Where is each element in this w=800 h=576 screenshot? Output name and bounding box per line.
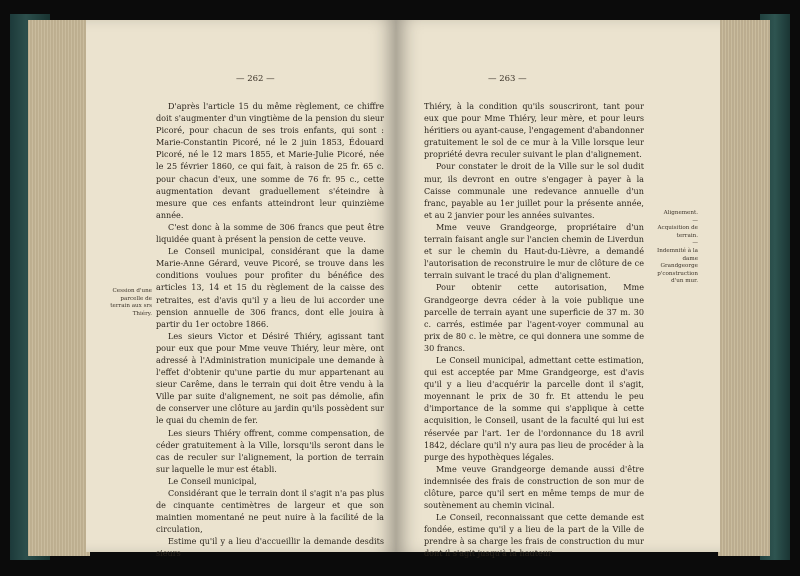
- paragraph: Les sieurs Victor et Désiré Thiéry, agissant tant pour eux que pour Mme veuve Thiéry, leur mère, ont adressé à l'Administration municipale une demande à l'effet d'obtenir qu'une partie du mur appartenant au sieur Carême, dans le terrain qui doit être vendu à la Ville par suite d'alignement, ne soit pas démolie, afin de conserver une clôture au jardin qu'ils possèdent sur le quai du chemin de fer.: [156, 330, 384, 426]
- paragraph: Les sieurs Thiéry offrent, comme compensation, de céder gratuitement à la Ville, lorsqu'ils seront dans le cas de reculer sur l'alignement, la portion de terrain sur laquelle le mur est établi.: [156, 427, 384, 474]
- paragraph: Le Conseil municipal, considérant que la dame Marie-Anne Gérard, veuve Picoré, se trouve dans les conditions voulues pour profiter du bénéfice des articles 13, 14 et 15 du règlement de la caisse des retraites, est d'avis qu'il y a lieu de lui accorder une pension annuelle de 306 francs, dont elle jouira à partir du 1er octobre 1866.: [156, 246, 384, 329]
- margin-note-dash: —: [692, 240, 698, 247]
- paragraph: Le Conseil municipal,: [168, 475, 257, 486]
- paragraph: D'après l'article 15 du même règlement, ce chiffre doit s'augmenter d'un vingtième de la pension du sieur Picoré, pour chacun de ses trois enfants, qui sont : Marie-Constantin Picoré, né le 2 juin 1853, Édouard Picoré, né le 12 mars 1855, et Marie-Julie Picoré, née le 25 février 1860, ce qui fait, à raison de 25 fr. 65 c. pour chacun d'eux, une somme de 76 fr. 95 c., cette augmentation devant graduellement s'éteindre à mesure que ces enfants atteindront leur quinzième année.: [156, 101, 384, 220]
- left-page: [86, 20, 396, 559]
- margin-note-line: Indemnité à la dame Grandgeorge p'construction d'un mur.: [657, 247, 698, 285]
- margin-note-line: Acquisition de terrain.: [657, 225, 698, 239]
- paragraph: Le Conseil municipal, admettant cette estimation, qui est acceptée par Mme Grandgeorge, est d'avis qu'il y a lieu d'acquérir la parcelle dont il s'agit, moyennant le prix de 30 fr. Et attendu le peu d'importance de la somme qui s'applique à cette acquisition, le Conseil, usant de la faculté qui lui est réservée par l'art. 1er de l'ordonnance du 18 avril 1842, déclare qu'il n'y aura pas lieu de procéder à la purge des hypothèques légales.: [424, 354, 644, 462]
- paragraph: Mme veuve Grandgeorge demande aussi d'être indemnisée des frais de construction de son mur de clôture, parce qu'il sert en même temps de mur de soutènement au chemin vicinal.: [424, 463, 644, 511]
- page-number: — 262 —: [236, 74, 275, 84]
- paragraph: Pour obtenir cette autorisation, Mme Grandgeorge devra céder à la voie publique une parcelle de terrain ayant une superficie de 37 m. 30 c. carrés, estimée par l'agent-voyer communal au prix de 80 c. le mètre, ce qui donnera une somme de 30 francs.: [424, 282, 644, 353]
- margin-note-dash: —: [692, 217, 698, 224]
- page-number: — 263 —: [488, 74, 527, 84]
- paragraph: Considérant que le terrain dont il s'agit n'a pas plus de cinquante centimètres de largeur et que son maintien momentané ne peut nuire à la facilité de la circulation,: [156, 488, 384, 535]
- paragraph: Thiéry, à la condition qu'ils souscriront, tant pour eux que pour Mme Thiéry, leur mère, et pour leurs héritiers ou ayant-cause, l'engagement d'abandonner gratuitement le sol de ce mur à la Ville lorsque leur propriété devra reculer suivant le plan d'alignement.: [424, 101, 644, 160]
- right-page: [396, 20, 720, 559]
- paragraph: Pour constater le droit de la Ville sur le sol dudit mur, ils devront en outre s'engager à payer à la Caisse communale une redevance annuelle d'un franc, payable au 1er juillet pour la présente année, et au 2 janvier pour les années suivantes.: [424, 161, 644, 220]
- page-body: [156, 100, 384, 560]
- paragraph: Le Conseil, reconnaissant que cette demande est fondée, estime qu'il y a lieu de la part de la Ville de prendre à sa charge les frais de construction du mur dont il s'agit jusqu'à la hauteur: [424, 512, 644, 559]
- margin-note-line: Alignement.: [663, 210, 698, 216]
- page-body: [424, 100, 644, 560]
- paragraph: Mme veuve Grandgeorge, propriétaire d'un terrain faisant angle sur l'ancien chemin de Liverdun et sur le chemin du Haut-du-Lièvre, a demandé l'autorisation de reconstruire le mur de clôture de ce terrain suivant le tracé du plan d'alignement.: [424, 221, 644, 281]
- margin-note: Cession d'une parcelle de terrain aux srs Thiéry.: [110, 288, 152, 317]
- margin-note: [646, 210, 698, 286]
- paragraph: C'est donc à la somme de 306 francs que peut être liquidée quant à présent la pension de cette veuve.: [156, 221, 384, 245]
- page-edges-right: [718, 20, 770, 556]
- paragraph: Estime qu'il y a lieu d'accueillir la demande desdits sieurs: [156, 536, 384, 559]
- page-edges-left: [28, 20, 90, 556]
